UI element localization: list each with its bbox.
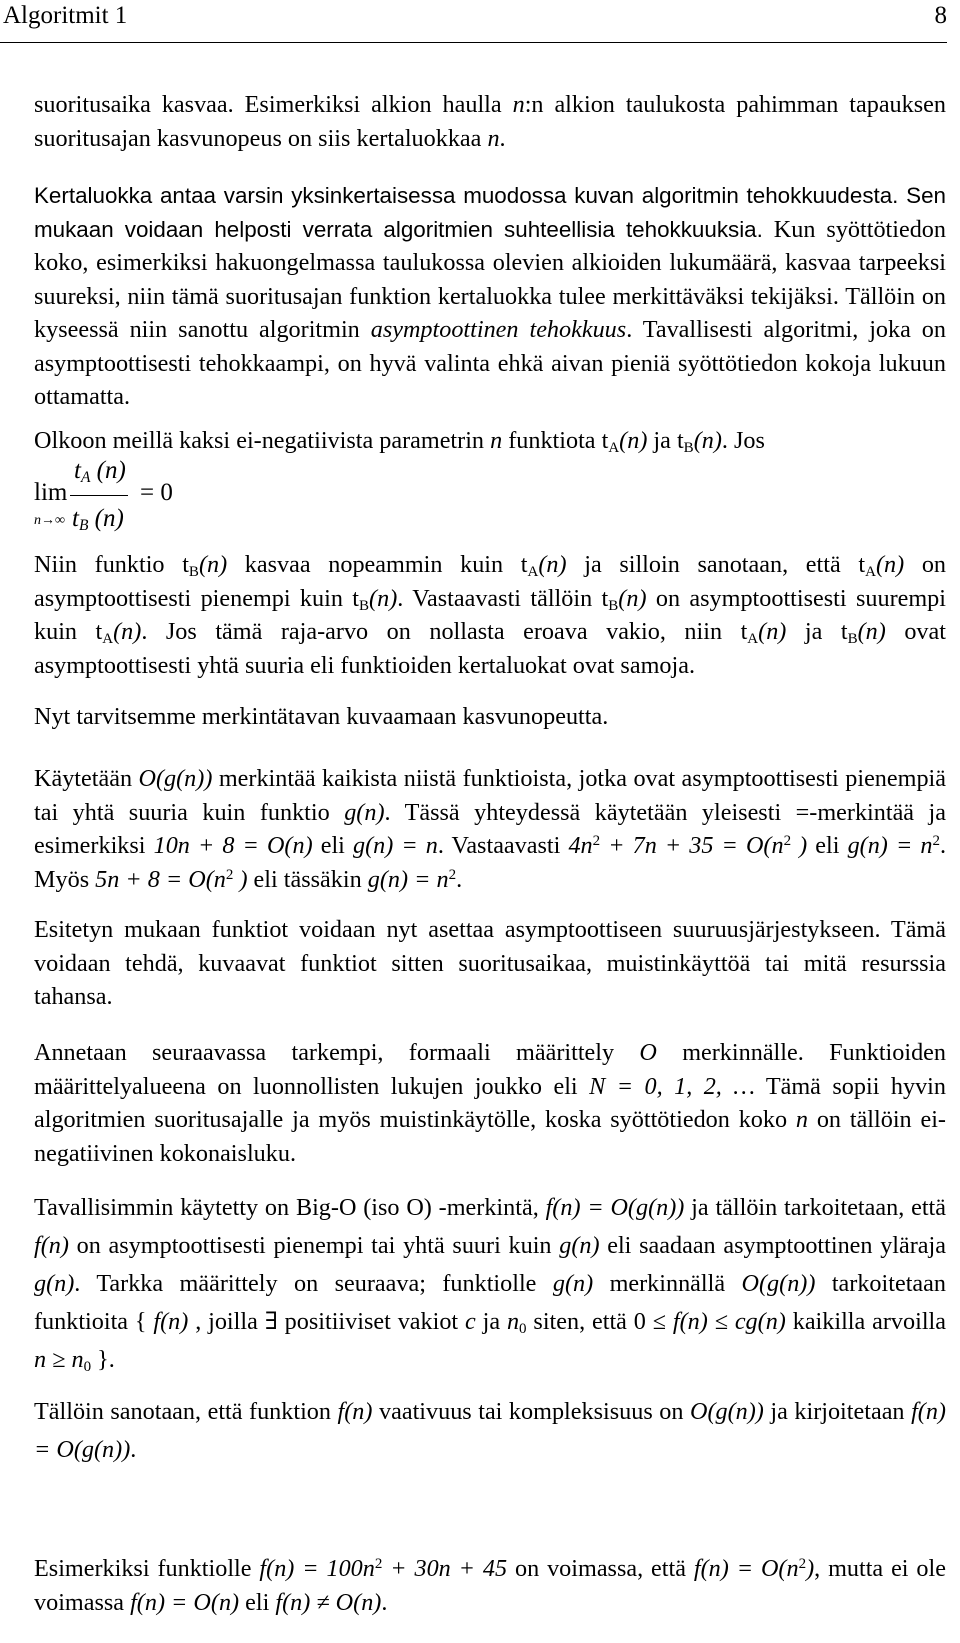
paragraph-11: Esimerkiksi funktiolle $f(n) = 100n^2 + 30n + 45$ on voimassa, että $f(n) = O(n^2)$, mutta ei ole voimassa f(n) = O(n) eli f(n) ≠ O(n). — [34, 1555, 946, 1616]
paragraph-9: Tavallisimmin käytetty on Big-O (iso O) -merkintä, f(n) = O(g(n)) ja tällöin tarkoitetaan, että f(n) on asymptoottisesti pienempi tai yhtä suuri kuin g(n) eli saadaan asymptoottinen yläraja g(n). Tarkka määrittely on seuraava; funktiolle g(n) merkinnällä O(g(n)) tarkoitetaan funktioita { f(n) , joilla ∃ positiiviset vakiot c ja $n_0$ siten, että 0 ≤ f(n) ≤ cg(n) kaikilla arvoilla $n \ge n_0$ }. — [34, 1194, 947, 1375]
header-title: Algoritmit 1 — [3, 2, 128, 29]
limit-formula — [34, 457, 234, 540]
paragraph-1: suoritusaika kasvaa. Esimerkiksi alkion haulla n:n alkion taulukosta pahimman tapauksen suoritusajan kasvunopeus on siis kertaluokkaa n. — [34, 91, 946, 152]
page-header — [0, 0, 947, 43]
paragraph-7: Esitetyn mukaan funktiot voidaan nyt asettaa asymptoottiseen suuruusjärjestykseen. Tämä voidaan tehdä, kuvaavat funktiot sitten suoritusaikaa, muistinkäyttöä tai mitä resurssia tahansa. — [34, 916, 946, 1010]
paragraph-3: Olkoon meillä kaksi ei-negatiivista parametrin n funktiota $t_A(n)$ ja $t_B(n)$. Jos — [34, 427, 765, 456]
lim-operator: lim — [34, 479, 68, 506]
paragraph-2: Kertaluokka antaa varsin yksinkertaisessa muodossa kuvan algoritmin tehokkuudesta. Sen mukaan voidaan helposti verrata algoritmien suhteellisia tehokkuuksia. Kun syöttötiedon koko, esimerkiksi hakuongelmassa taulukossa olevien alkioiden lukumäärä, kasvaa tarpeeksi suureksi, niin tämä suoritusajan funktion kertaluokka tulee merkittäväksi tekijäksi. Tällöin on kyseessä niin sanottu algoritmin asymptoottinen tehokkuus. Tavallisesti algoritmi, joka on asymptoottisesti tehokkaampi, on hyvä valinta ehkä aivan pieniä syöttötiedon kokoja lukuun ottamatta. — [34, 183, 946, 410]
fraction-bar — [70, 495, 128, 496]
paragraph-4: Niin funktio $t_B(n)$ kasvaa nopeammin kuin $t_A(n)$ ja silloin sanotaan, että $t_A(n)$ on asymptoottisesti pienempi kuin $t_B(n)$. Vastaavasti tällöin $t_B(n)$ on asymptoottisesti suurempi kuin $t_A(n)$. Jos tämä raja-arvo on nollasta eroava vakio, niin $t_A(n)$ ja $t_B(n)$ ovat asymptoottisesti yhtä suuria eli funktioiden kertaluokat ovat samoja. — [34, 551, 947, 679]
equals-zero: = 0 — [140, 479, 173, 506]
denominator: $t_B$ (n) — [72, 505, 124, 534]
paragraph-5: Nyt tarvitsemme merkintätavan kuvaamaan kasvunopeutta. — [34, 703, 609, 730]
paragraph-6: Käytetään O(g(n)) merkintää kaikista niistä funktioista, jotka ovat asymptoottisesti pienempiä tai yhtä suuria kuin funktio g(n). Tässä yhteydessä käytetään yleisesti =-merkintää ja esimerkiksi 10n + 8 = O(n) eli g(n) = n. Vastaavasti $4n^2 + 7n + 35 = O(n^2$ ) eli $g(n) = n^2$. Myös $5n + 8 = O(n^2$ ) eli tässäkin $g(n) = n^2$. — [34, 765, 946, 893]
page-number: 8 — [934, 2, 947, 29]
numerator: $t_A$ (n) — [74, 457, 126, 486]
lim-subscript: n→∞ — [34, 513, 65, 528]
paragraph-10: Tällöin sanotaan, että funktion f(n) vaativuus tai kompleksisuus on O(g(n)) ja kirjoitetaan f(n) = O(g(n)). — [34, 1398, 946, 1463]
paragraph-8: Annetaan seuraavassa tarkempi, formaali määrittely O merkinnälle. Funktioiden määrittelyalueena on luonnollisten lukujen joukko eli N = 0, 1, 2, … Tämä sopii hyvin algoritmien suoritusajalle ja myös muistinkäytölle, koska syöttötiedon koko n on tällöin ei-negatiivinen kokonaisluku. — [34, 1039, 946, 1167]
